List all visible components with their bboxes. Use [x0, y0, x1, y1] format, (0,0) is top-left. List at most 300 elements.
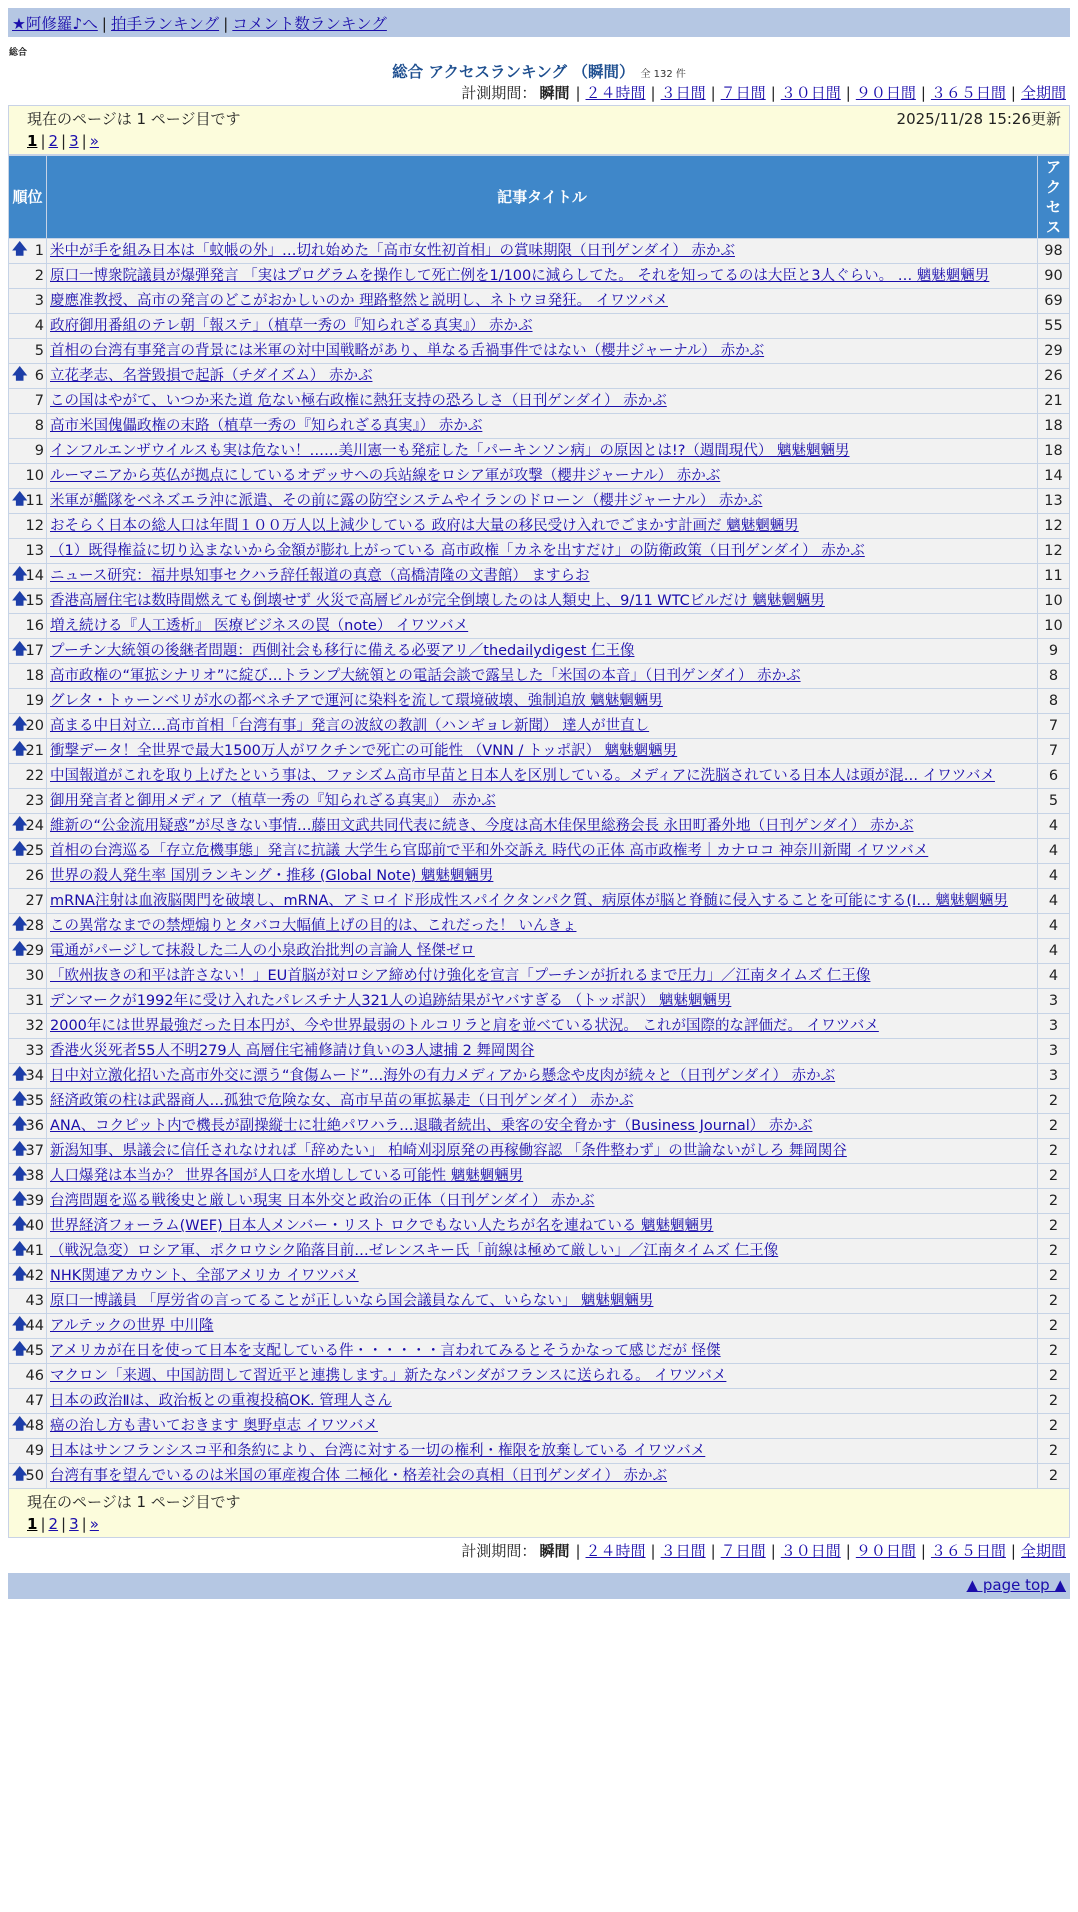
table-row [9, 489, 1070, 514]
title-cell [47, 289, 1038, 314]
table-row [9, 1314, 1070, 1339]
access-count: 4 [1038, 964, 1070, 989]
period-link[interactable]: ３０日間 [780, 84, 841, 102]
title-cell [47, 1189, 1038, 1214]
period-separator: | [1010, 1542, 1016, 1560]
article-link[interactable]: 世界経済フォーラム(WEF) 日本人メンバー・リスト ロクでもない人たちが名を連ねている 魑魅魍魎男 [50, 1218, 714, 1234]
pager-page-link[interactable]: 2 [48, 132, 59, 150]
rank-cell [9, 614, 47, 639]
title-cell [47, 1239, 1038, 1264]
title-cell [47, 389, 1038, 414]
table-row [9, 664, 1070, 689]
article-link[interactable]: NHK関連アカウント、全部アメリカ イワツバメ [50, 1268, 359, 1284]
title-cell [47, 264, 1038, 289]
title-cell [47, 689, 1038, 714]
up-arrow-icon: 🡅 [12, 739, 28, 758]
article-link[interactable]: 首相の台湾有事発言の背景には米軍の対中国戦略があり、単なる舌禍事件ではない（櫻井ジャーナル） 赤かぶ [50, 343, 765, 359]
rank-number: 27 [25, 893, 44, 909]
rank-cell [9, 914, 47, 939]
up-arrow-icon: 🡅 [12, 364, 28, 383]
article-link[interactable]: 台湾問題を巡る戦後史と厳しい現実 日本外交と政治の正体（日刊ゲンダイ） 赤かぶ [50, 1193, 595, 1209]
article-link[interactable]: 日本はサンフランシスコ平和条約により、台湾に対する一切の権利・権限を放棄している イワツバメ [50, 1443, 706, 1459]
rank-cell [9, 714, 47, 739]
rank-cell [9, 1339, 47, 1364]
access-count: 2 [1038, 1439, 1070, 1464]
access-count: 2 [1038, 1189, 1070, 1214]
rank-number: 7 [34, 393, 44, 409]
title-cell [47, 1414, 1038, 1439]
rank-cell [9, 814, 47, 839]
pager-page-link[interactable]: 3 [69, 1515, 79, 1533]
access-count: 2 [1038, 1139, 1070, 1164]
period-separator: | [770, 84, 776, 102]
rank-cell [9, 489, 47, 514]
rank-cell [9, 239, 47, 264]
period-separator: | [710, 84, 716, 102]
title-cell [47, 439, 1038, 464]
rank-number: 29 [25, 943, 44, 959]
rank-cell [9, 1114, 47, 1139]
article-link[interactable]: ニュース研究：福井県知事セクハラ辞任報道の真意（高橋清隆の文書館） ますらお [50, 568, 590, 584]
period-link[interactable]: ９０日間 [855, 1542, 916, 1560]
article-link[interactable]: 人口爆発は本当か？ 世界各国が人口を水増ししている可能性 魑魅魍魎男 [50, 1168, 524, 1184]
table-row [9, 1089, 1070, 1114]
title-cell [47, 889, 1038, 914]
article-link[interactable]: おそらく日本の総人口は年間１００万人以上減少している 政府は大量の移民受け入れでごまかす計画だ 魑魅魍魎男 [50, 518, 799, 534]
rank-cell [9, 1014, 47, 1039]
top-nav [8, 8, 1070, 37]
pager-current-page: 1 [27, 132, 38, 150]
article-link[interactable]: 維新の“公金流用疑惑”が尽きない事情…藤田文武共同代表に続き、今度は高木佳保里総務会長 永田町番外地（日刊ゲンダイ） 赤かぶ [50, 818, 914, 834]
table-row [9, 839, 1070, 864]
title-header: 記事タイトル [47, 156, 1038, 239]
title-cell [47, 1014, 1038, 1039]
page-info-top [8, 105, 1070, 155]
article-link[interactable]: 政府御用番組のテレ朝「報ステ」（植草一秀の『知られざる真実』） 赤かぶ [50, 318, 533, 334]
rank-number: 4 [34, 318, 44, 334]
table-row [9, 564, 1070, 589]
up-arrow-icon: 🡅 [12, 1189, 28, 1208]
rank-number: 42 [25, 1268, 44, 1284]
article-link[interactable]: ルーマニアから英仏が拠点にしているオデッサへの兵站線をロシア軍が攻撃（櫻井ジャーナル） 赤かぶ [50, 468, 721, 484]
up-arrow-icon: 🡅 [12, 639, 28, 658]
rank-number: 3 [34, 293, 44, 309]
article-link[interactable]: この異常なまでの禁煙煽りとタバコ大幅値上げの目的は、これだった！ いんきょ [50, 918, 577, 934]
title-cell [47, 414, 1038, 439]
article-link[interactable]: グレタ・トゥーンベリが水の都ベネチアで運河に染料を流して環境破壊、強制追放 魑魅魍魎男 [50, 693, 663, 709]
access-count: 2 [1038, 1264, 1070, 1289]
title-cell [47, 1264, 1038, 1289]
rank-cell [9, 1439, 47, 1464]
period-link[interactable]: ７日間 [720, 84, 766, 102]
access-count: 8 [1038, 689, 1070, 714]
article-link[interactable]: 高市政権の“軍拡シナリオ”に綻び…トランプ大統領との電話会談で露呈した「米国の本音」（日刊ゲンダイ） 赤かぶ [50, 668, 801, 684]
access-count: 3 [1038, 989, 1070, 1014]
access-count: 2 [1038, 1414, 1070, 1439]
title-cell [47, 314, 1038, 339]
title-cell [47, 739, 1038, 764]
access-count: 2 [1038, 1389, 1070, 1414]
table-row [9, 1014, 1070, 1039]
rank-number: 9 [34, 443, 44, 459]
period-current: 瞬間 [539, 84, 570, 102]
rank-number: 45 [25, 1343, 44, 1359]
period-separator: | [770, 1542, 776, 1560]
table-row [9, 364, 1070, 389]
rank-cell [9, 589, 47, 614]
access-count: 4 [1038, 839, 1070, 864]
rank-cell [9, 689, 47, 714]
bottom-bar [8, 1573, 1070, 1599]
title-cell [47, 339, 1038, 364]
pager-page-link[interactable]: 2 [48, 1515, 59, 1533]
period-link[interactable]: ３０日間 [780, 1542, 841, 1560]
rank-cell [9, 839, 47, 864]
rank-cell [9, 539, 47, 564]
period-link[interactable]: ３日間 [660, 84, 706, 102]
period-link[interactable]: 全期間 [1020, 84, 1066, 102]
up-arrow-icon: 🡅 [12, 1464, 28, 1483]
table-row [9, 339, 1070, 364]
rank-cell [9, 264, 47, 289]
table-row [9, 1339, 1070, 1364]
access-count: 3 [1038, 1014, 1070, 1039]
article-link[interactable]: （1）既得権益に切り込まないから金額が膨れ上がっている 高市政権「カネを出すだけ」の防衛政策（日刊ゲンダイ） 赤かぶ [50, 543, 865, 559]
access-count: 18 [1038, 414, 1070, 439]
rank-number: 33 [25, 1043, 44, 1059]
access-count: 3 [1038, 1039, 1070, 1064]
access-count: 55 [1038, 314, 1070, 339]
rank-number: 12 [25, 518, 44, 534]
article-link[interactable]: 慶應准教授、高市の発言のどこがおかしいのか 理路整然と説明し、ネトウヨ発狂。 イワツバメ [50, 293, 668, 309]
pager-separator: | [40, 132, 46, 150]
period-link[interactable]: ２４時間 [585, 84, 646, 102]
table-row [9, 964, 1070, 989]
up-arrow-icon: 🡅 [12, 714, 28, 733]
table-row [9, 689, 1070, 714]
access-count: 9 [1038, 639, 1070, 664]
rank-cell [9, 639, 47, 664]
page-top-link[interactable]: ▲ page top ▲ [966, 1576, 1066, 1594]
table-row [9, 639, 1070, 664]
pager-next-link[interactable]: » [89, 132, 99, 150]
rank-number: 46 [25, 1368, 44, 1384]
rank-cell [9, 664, 47, 689]
table-row [9, 514, 1070, 539]
access-count: 14 [1038, 464, 1070, 489]
article-link[interactable]: 米中が手を組み日本は「蚊帳の外」…切れ始めた「高市女性初首相」の賞味期限（日刊ゲンダイ） 赤かぶ [50, 243, 735, 259]
rank-cell [9, 1464, 47, 1489]
rank-cell [9, 1064, 47, 1089]
rank-cell [9, 964, 47, 989]
rank-number: 32 [25, 1018, 44, 1034]
table-row [9, 914, 1070, 939]
article-link[interactable]: 日中対立激化招いた高市外交に漂う“食傷ムード”…海外の有力メディアから懸念や皮肉が続々と（日刊ゲンダイ） 赤かぶ [50, 1068, 836, 1084]
access-count: 2 [1038, 1364, 1070, 1389]
rank-cell [9, 439, 47, 464]
table-row [9, 1039, 1070, 1064]
access-count: 90 [1038, 264, 1070, 289]
table-row [9, 789, 1070, 814]
rank-number: 41 [25, 1243, 44, 1259]
access-count: 2 [1038, 1164, 1070, 1189]
title-cell [47, 1464, 1038, 1489]
rank-cell [9, 789, 47, 814]
period-separator: | [920, 84, 926, 102]
article-link[interactable]: 高市米国傀儡政権の末路（植草一秀の『知られざる真実』） 赤かぶ [50, 418, 483, 434]
access-count: 2 [1038, 1464, 1070, 1489]
ranking-table [8, 155, 1070, 1489]
article-link[interactable]: 中国報道がこれを取り上げたという事は、ファシズム高市早苗と日本人を区別している。メディアに洗脳されている日本人は頭が混… イワツバメ [50, 768, 995, 784]
rank-cell [9, 1164, 47, 1189]
period-selector-top [8, 82, 1070, 105]
rank-number: 35 [25, 1093, 44, 1109]
table-row [9, 264, 1070, 289]
updated-timestamp: 2025/11/28 15:26更新 [896, 110, 1061, 128]
table-row [9, 1389, 1070, 1414]
article-link[interactable]: （戦況急変）ロシア軍、ポクロウシク陥落目前…ゼレンスキー氏「前線は極めて厳しい」／江南タイムズ 仁王像 [50, 1243, 779, 1259]
access-count: 2 [1038, 1339, 1070, 1364]
up-arrow-icon: 🡅 [12, 239, 28, 258]
title-cell [47, 1289, 1038, 1314]
access-count: 98 [1038, 239, 1070, 264]
rank-cell [9, 1139, 47, 1164]
article-link[interactable]: プーチン大統領の後継者問題：西側社会も移行に備える必要アリ／thedailydigest 仁王像 [50, 643, 635, 659]
nav-separator: | [101, 15, 108, 33]
category-label: 総合 [9, 48, 28, 58]
article-link[interactable]: 衝撃データ！全世界で最大1500万人がワクチンで死亡の可能性 （VNN / トッポ訳） 魑魅魍魎男 [50, 743, 678, 759]
rank-number: 15 [25, 593, 44, 609]
article-link[interactable]: 立花孝志、名誉毀損で起訴（チダイズム） 赤かぶ [50, 368, 373, 384]
article-link[interactable]: アルテックの世界 中川隆 [50, 1318, 214, 1334]
period-link[interactable]: ３日間 [660, 1542, 706, 1560]
table-row [9, 464, 1070, 489]
access-header: アクセス [1038, 156, 1070, 239]
table-row [9, 439, 1070, 464]
up-arrow-icon: 🡅 [12, 564, 28, 583]
table-row [9, 1239, 1070, 1264]
pager-separator: | [40, 1515, 46, 1533]
article-link[interactable]: 原口一博議員 「厚労省の言ってることが正しいなら国会議員なんて、いらない」 魑魅魍魎男 [50, 1293, 654, 1309]
up-arrow-icon: 🡅 [12, 1064, 28, 1083]
rank-cell [9, 889, 47, 914]
rank-number: 47 [25, 1393, 44, 1409]
rank-cell [9, 739, 47, 764]
table-row [9, 1464, 1070, 1489]
period-separator: | [575, 84, 581, 102]
home-link[interactable]: ★阿修羅♪へ [12, 15, 98, 33]
rank-cell [9, 1314, 47, 1339]
access-count: 13 [1038, 489, 1070, 514]
access-count: 2 [1038, 1089, 1070, 1114]
up-arrow-icon: 🡅 [12, 914, 28, 933]
rank-number: 22 [25, 768, 44, 784]
rank-number: 43 [25, 1293, 44, 1309]
rank-number: 24 [25, 818, 44, 834]
rank-cell [9, 864, 47, 889]
article-link[interactable]: 2000年には世界最強だった日本円が、今や世界最弱のトルコリラと肩を並べている状況。 これが国際的な評価だ。 イワツバメ [50, 1018, 879, 1034]
period-separator: | [575, 1542, 581, 1560]
access-count: 8 [1038, 664, 1070, 689]
access-count: 11 [1038, 564, 1070, 589]
rank-number: 5 [34, 343, 44, 359]
title-cell [47, 989, 1038, 1014]
period-link[interactable]: ９０日間 [855, 84, 916, 102]
rank-number: 28 [25, 918, 44, 934]
rank-cell [9, 1289, 47, 1314]
table-row [9, 239, 1070, 264]
rank-cell [9, 564, 47, 589]
pager-next-link[interactable]: » [89, 1515, 99, 1533]
article-link[interactable]: デンマークが1992年に受け入れたパレスチナ人321人の追跡結果がヤバすぎる （トッポ訳） 魑魅魍魎男 [50, 993, 732, 1009]
article-link[interactable]: この国はやがて、いつか来た道 危ない極右政権に熱狂支持の恐ろしさ（日刊ゲンダイ） 赤かぶ [50, 393, 667, 409]
pager-separator: | [61, 132, 67, 150]
up-arrow-icon: 🡅 [12, 589, 28, 608]
access-count: 26 [1038, 364, 1070, 389]
rank-number: 20 [25, 718, 44, 734]
table-row [9, 314, 1070, 339]
access-count: 12 [1038, 514, 1070, 539]
article-link[interactable]: 世界の殺人発生率 国別ランキング・推移 (Global Note) 魑魅魍魎男 [50, 868, 494, 884]
title-cell [47, 589, 1038, 614]
period-separator: | [710, 1542, 716, 1560]
pager-separator: | [61, 1515, 67, 1533]
access-count: 2 [1038, 1214, 1070, 1239]
up-arrow-icon: 🡅 [12, 1414, 28, 1433]
rank-number: 23 [25, 793, 44, 809]
title-cell [47, 239, 1038, 264]
article-link[interactable]: アメリカが在日を使って日本を支配している件・・・・・・言われてみるとそうかなって感じだが 怪傑 [50, 1343, 721, 1359]
access-count: 3 [1038, 1064, 1070, 1089]
rank-cell [9, 1214, 47, 1239]
table-row [9, 539, 1070, 564]
title-cell [47, 1339, 1038, 1364]
rank-cell [9, 1264, 47, 1289]
page-title-text: 総合 アクセスランキング （瞬間） [392, 63, 635, 81]
access-count: 10 [1038, 614, 1070, 639]
table-row [9, 414, 1070, 439]
rank-number: 39 [25, 1193, 44, 1209]
article-link[interactable]: 御用発言者と御用メディア（植草一秀の『知られざる真実』） 赤かぶ [50, 793, 496, 809]
rank-number: 31 [25, 993, 44, 1009]
article-link[interactable]: 高まる中日対立…高市首相「台湾有事」発言の波紋の教訓（ハンギョレ新聞） 達人が世直し [50, 718, 650, 734]
rank-cell [9, 514, 47, 539]
up-arrow-icon: 🡅 [12, 839, 28, 858]
pager-page-link[interactable]: 3 [69, 132, 79, 150]
rank-number: 18 [25, 668, 44, 684]
period-link[interactable]: ３６５日間 [930, 84, 1006, 102]
table-row [9, 764, 1070, 789]
period-link[interactable]: ２４時間 [585, 1542, 646, 1560]
article-link[interactable]: 米軍が艦隊をベネズエラ沖に派遣、その前に露の防空システムやイランのドローン（櫻井ジャーナル） 赤かぶ [50, 493, 763, 509]
article-link[interactable]: インフルエンザウイルスも実は危ない！……美川憲一も発症した「パーキンソン病」の原因とは!?（週間現代） 魑魅魍魎男 [50, 443, 850, 459]
access-count: 7 [1038, 739, 1070, 764]
total-count: 全 132 件 [640, 69, 686, 80]
rank-number: 49 [25, 1443, 44, 1459]
title-cell [47, 714, 1038, 739]
table-row [9, 614, 1070, 639]
table-row [9, 1414, 1070, 1439]
clap-ranking-link[interactable]: 拍手ランキング [111, 15, 220, 33]
up-arrow-icon: 🡅 [12, 814, 28, 833]
access-count: 21 [1038, 389, 1070, 414]
up-arrow-icon: 🡅 [12, 939, 28, 958]
rank-number: 6 [34, 368, 44, 384]
period-label: 計測期間： [461, 1542, 537, 1560]
up-arrow-icon: 🡅 [12, 1089, 28, 1108]
article-link[interactable]: mRNA注射は血液脳関門を破壊し、mRNA、アミロイド形成性スパイクタンパク質、病原体が脳と脊髄に侵入することを可能にする(I… 魑魅魍魎男 [50, 893, 1008, 909]
rank-number: 36 [25, 1118, 44, 1134]
rank-cell [9, 314, 47, 339]
table-row [9, 739, 1070, 764]
rank-cell [9, 1414, 47, 1439]
rank-number: 34 [25, 1068, 44, 1084]
article-link[interactable]: 香港火災死者55人不明279人 高層住宅補修請け負いの3人逮捕 2 舞岡関谷 [50, 1043, 535, 1059]
article-link[interactable]: 癌の治し方も書いておきます 奥野卓志 イワツバメ [50, 1418, 378, 1434]
comment-ranking-link[interactable]: コメント数ランキング [232, 15, 387, 33]
rank-number: 40 [25, 1218, 44, 1234]
period-separator: | [845, 84, 851, 102]
period-link[interactable]: ７日間 [720, 1542, 766, 1560]
title-cell [47, 664, 1038, 689]
rank-cell [9, 1239, 47, 1264]
article-link[interactable]: 新潟知事、県議会に信任されなければ「辞めたい」 柏崎刈羽原発の再稼働容認 「条件整わず」の世論ないがしろ 舞岡関谷 [50, 1143, 847, 1159]
access-count: 18 [1038, 439, 1070, 464]
article-link[interactable]: 増え続ける『人工透析』 医療ビジネスの罠（note） イワツバメ [50, 618, 469, 634]
access-count: 7 [1038, 714, 1070, 739]
article-link[interactable]: 経済政策の柱は武器商人…孤独で危険な女、高市早苗の軍拡暴走（日刊ゲンダイ） 赤かぶ [50, 1093, 634, 1109]
title-cell [47, 1314, 1038, 1339]
article-link[interactable]: ANA、コクピット内で機長が副操縦士に壮絶パワハラ…退職者続出、乗客の安全脅かす（Business Journal） 赤かぶ [50, 1118, 813, 1134]
title-cell [47, 514, 1038, 539]
access-count: 4 [1038, 939, 1070, 964]
rank-header: 順位 [9, 156, 47, 239]
access-count: 2 [1038, 1314, 1070, 1339]
table-row [9, 289, 1070, 314]
rank-number: 48 [25, 1418, 44, 1434]
rank-cell [9, 289, 47, 314]
period-link[interactable]: ３６５日間 [930, 1542, 1006, 1560]
table-row [9, 1214, 1070, 1239]
article-link[interactable]: マクロン「来週、中国訪問して習近平と連携します。」新たなパンダがフランスに送られる。 イワツバメ [50, 1368, 727, 1384]
title-cell [47, 464, 1038, 489]
rank-cell [9, 364, 47, 389]
table-row [9, 1164, 1070, 1189]
up-arrow-icon: 🡅 [12, 1139, 28, 1158]
article-link[interactable]: 台湾有事を望んでいるのは米国の軍産複合体 二極化・格差社会の真相（日刊ゲンダイ） 赤かぶ [50, 1468, 668, 1484]
article-link[interactable]: 原口一博衆院議員が爆弾発言 「実はプログラムを操作して死亡例を1/100に減らしてた。 それを知ってるのは大臣と3人ぐらい。 … 魑魅魍魎男 [50, 268, 990, 284]
article-link[interactable]: 電通がパージして抹殺した二人の小泉政治批判の言論人 怪傑ゼロ [50, 943, 475, 959]
pager-top [27, 130, 1061, 152]
page-info-bottom [8, 1489, 1070, 1538]
rank-number: 30 [25, 968, 44, 984]
table-row [9, 1289, 1070, 1314]
pager-bottom [27, 1513, 1061, 1535]
article-link[interactable]: 日本の政治Ⅱは、政治板との重複投稿OK. 管理人さん [50, 1393, 392, 1409]
period-link[interactable]: 全期間 [1020, 1542, 1066, 1560]
article-link[interactable]: 「欧州抜きの和平は許さない！」EU首脳が対ロシア締め付け強化を宣言「プーチンが折れるまで圧力」／江南タイムズ 仁王像 [50, 968, 871, 984]
table-row [9, 889, 1070, 914]
rank-cell [9, 389, 47, 414]
page-title [8, 60, 1070, 82]
rank-number: 11 [25, 493, 44, 509]
table-row [9, 1264, 1070, 1289]
article-link[interactable]: 首相の台湾巡る「存立危機事態」発言に抗議 大学生ら官邸前で平和外交訴え 時代の正体 高市政権考｜カナロコ 神奈川新聞 イワツバメ [50, 843, 929, 859]
nav-separator: | [223, 15, 229, 33]
period-current: 瞬間 [539, 1542, 570, 1560]
article-link[interactable]: 香港高層住宅は数時間燃えても倒壊せず 火災で高層ビルが完全倒壊したのは人類史上、9/11 WTCビルだけ 魑魅魍魎男 [50, 593, 825, 609]
rank-number: 19 [25, 693, 44, 709]
